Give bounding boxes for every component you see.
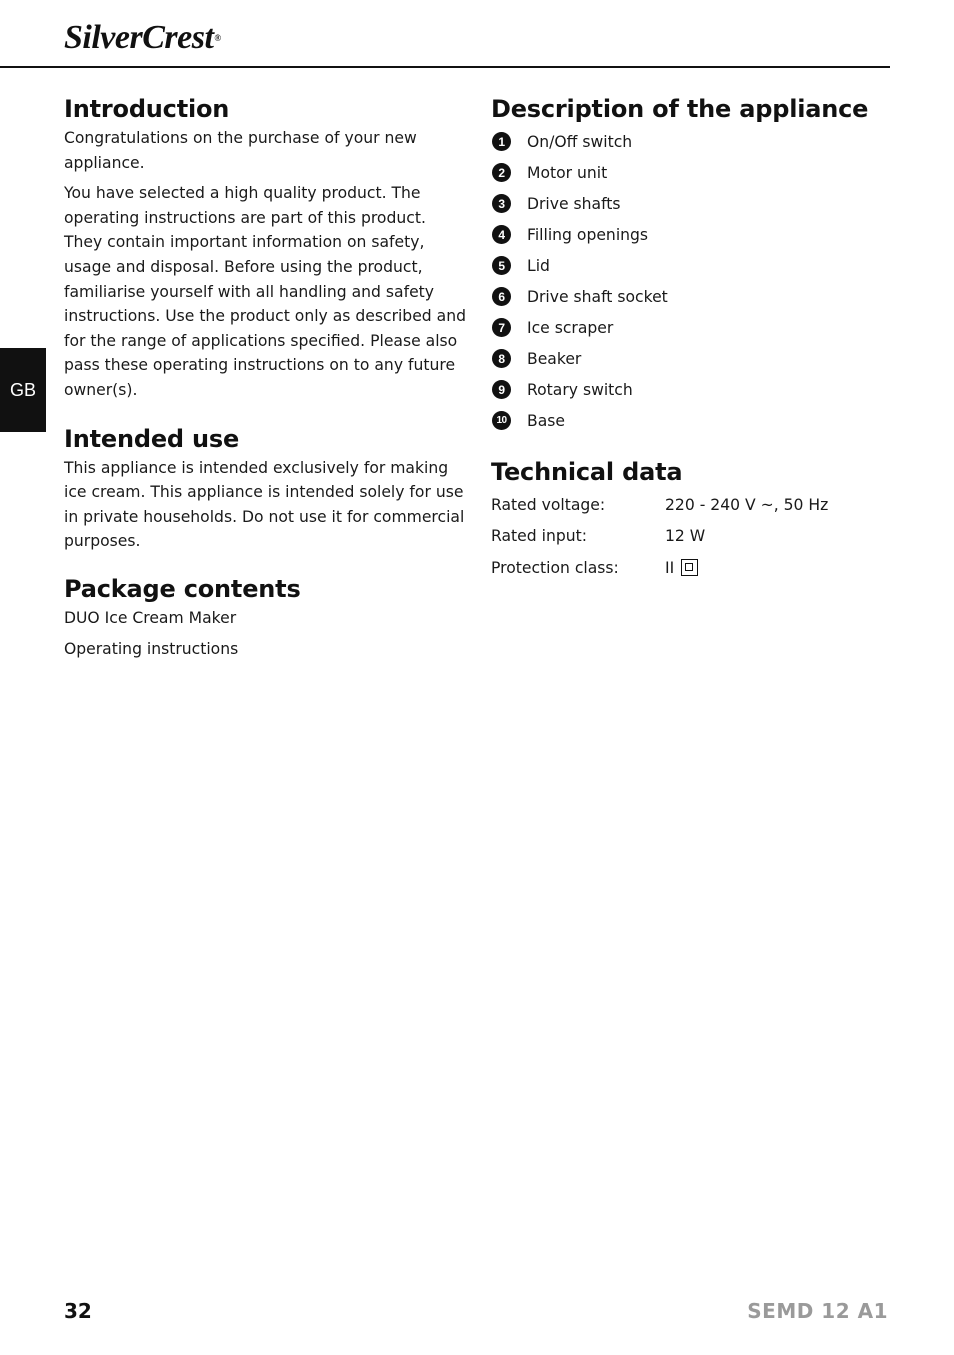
package-item: Operating instructions [64, 640, 239, 658]
parts-list-item [491, 281, 891, 312]
technical-data-row [491, 521, 891, 553]
technical-data-value: II [665, 558, 675, 577]
language-tab-label: GB [9, 379, 36, 400]
part-number-badge: 3 [492, 194, 511, 213]
part-label: Drive shaft socket [527, 287, 668, 306]
intended-use-heading: Intended use [64, 424, 240, 453]
page-number: 32 [64, 1299, 92, 1323]
protection-class-ii-icon [681, 559, 698, 576]
part-label: Base [527, 411, 565, 430]
technical-data-label: Protection class: [491, 558, 619, 577]
part-number-badge: 5 [492, 256, 511, 275]
language-tab [0, 348, 46, 432]
technical-data-value: 220 - 240 V ~, 50 Hz [665, 495, 829, 514]
part-number-badge: 10 [492, 411, 511, 430]
introduction-paragraph-1: Congratulations on the purchase of your new appliance. [64, 129, 417, 172]
technical-data-section [491, 455, 891, 584]
parts-list-item [491, 374, 891, 405]
introduction-paragraph-2: You have selected a high quality product. The operating instructions are part of this product. They contain important information on safety, usage and disposal. Before using the product, familiarise yourself with all handling and safety instructions. Use the product only as described and for the range of applications specified. Please also pass these operating instructions on to any future owner(s). [64, 184, 466, 399]
technical-data-row [491, 489, 891, 521]
registered-mark: ® [214, 33, 221, 43]
parts-list-item [491, 405, 891, 436]
package-contents-section [64, 572, 466, 662]
description-section [491, 92, 891, 436]
part-number-badge: 7 [492, 318, 511, 337]
parts-list-item [491, 188, 891, 219]
introduction-section [64, 92, 466, 403]
header-divider [0, 66, 890, 68]
technical-data-value: 12 W [665, 527, 706, 546]
right-column [491, 92, 891, 584]
parts-list-item [491, 126, 891, 157]
part-label: Filling openings [527, 225, 649, 244]
part-number-badge: 2 [492, 163, 511, 182]
parts-list-item [491, 343, 891, 374]
part-number-badge: 9 [492, 380, 511, 399]
intended-use-paragraph: This appliance is intended exclusively for making ice cream. This appliance is intended solely for use in private households. Do not use it for commercial purposes. [64, 458, 465, 551]
part-number-badge: 8 [492, 349, 511, 368]
part-label: On/Off switch [527, 132, 633, 151]
introduction-heading: Introduction [64, 95, 230, 123]
part-number-badge: 1 [492, 132, 511, 151]
brand-logo [64, 18, 221, 58]
model-number: SEMD 12 A1 [747, 1299, 888, 1323]
parts-list-item [491, 219, 891, 250]
part-label: Drive shafts [527, 194, 621, 213]
part-label: Ice scraper [527, 318, 614, 337]
description-heading: Description of the appliance [491, 95, 869, 123]
part-number-badge: 6 [492, 287, 511, 306]
left-column [64, 92, 466, 668]
technical-data-value-wrap [665, 559, 698, 577]
intended-use-section [64, 422, 466, 554]
part-number-badge: 4 [492, 225, 511, 244]
technical-data-label: Rated input: [491, 527, 587, 546]
brand-name: SilverCrest [64, 19, 214, 56]
technical-data-heading: Technical data [491, 458, 683, 486]
technical-data-row [491, 552, 891, 584]
part-label: Motor unit [527, 163, 608, 182]
technical-data-label: Rated voltage: [491, 495, 606, 514]
parts-list-item [491, 250, 891, 281]
parts-list [491, 126, 891, 436]
part-label: Lid [527, 256, 550, 275]
package-item: DUO Ice Cream Maker [64, 608, 237, 627]
part-label: Beaker [527, 349, 582, 368]
package-contents-heading: Package contents [64, 574, 301, 603]
parts-list-item [491, 157, 891, 188]
part-label: Rotary switch [527, 380, 633, 399]
parts-list-item [491, 312, 891, 343]
technical-data-table [491, 489, 891, 584]
